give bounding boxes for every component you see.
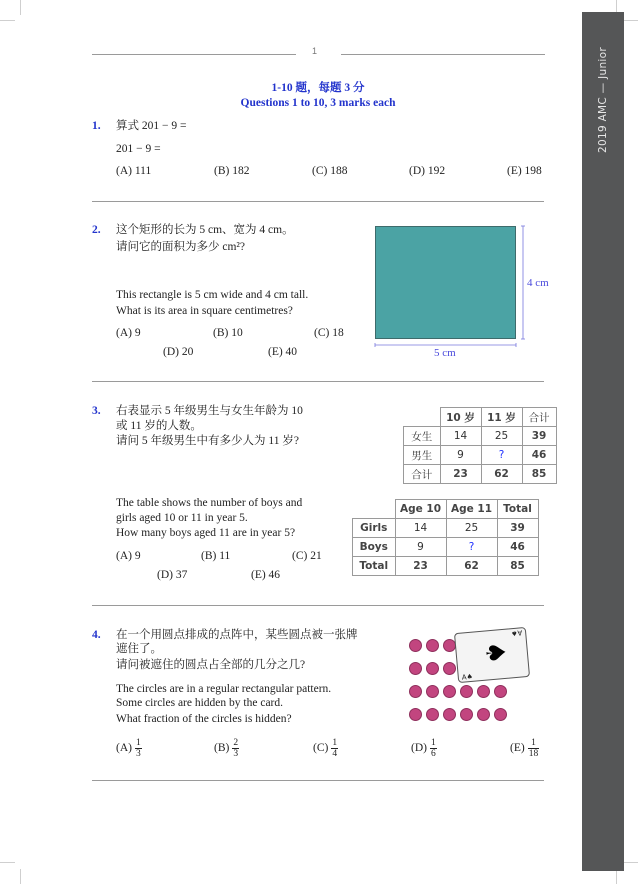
question-text-en-line2: What is its area in square centimetres? <box>116 305 293 317</box>
denominator: 6 <box>430 749 436 759</box>
dot <box>460 685 473 698</box>
dot <box>494 708 507 721</box>
table-cell: 23 <box>395 557 446 576</box>
crop-mark <box>0 862 15 863</box>
crop-mark <box>623 862 638 863</box>
row-label: 合计 <box>404 465 441 484</box>
dot <box>426 662 439 675</box>
table-cell: 46 <box>497 538 538 557</box>
crop-mark <box>20 869 21 884</box>
question-text-zh-line1: 右表显示 5 年级男生与女生年龄为 10 <box>116 405 303 417</box>
table-cell: 46 <box>522 446 556 465</box>
crop-mark <box>0 20 15 21</box>
option-c[interactable]: (C) 21 <box>292 550 322 562</box>
question-text-zh-line2: 或 11 岁的人数。 <box>116 420 202 432</box>
option-b[interactable]: (B) 11 <box>201 550 231 562</box>
table-cell: 14 <box>440 427 481 446</box>
option-a[interactable]: (A) 111 <box>116 165 152 177</box>
row-label: Boys <box>353 538 396 557</box>
question-text-en-line2: Some circles are hidden by the card. <box>116 697 284 709</box>
table-header: 11 岁 <box>481 408 522 427</box>
dot <box>443 685 456 698</box>
dot <box>443 708 456 721</box>
question-number: 3. <box>92 405 101 417</box>
sidebar-label: 2019 AMC — Junior <box>597 47 609 153</box>
separator <box>92 381 544 382</box>
table-header: Age 11 <box>446 500 497 519</box>
row-label: Total <box>353 557 396 576</box>
question-text-zh-line3: 请问被遮住的圆点占全部的几分之几? <box>116 659 306 671</box>
option-a[interactable] <box>116 738 142 759</box>
separator <box>92 201 544 202</box>
unknown-cell: ? <box>481 446 522 465</box>
fraction <box>331 738 338 759</box>
table-cell: 39 <box>497 519 538 538</box>
dot <box>409 708 422 721</box>
option-d[interactable] <box>411 738 437 759</box>
table-header: 10 岁 <box>440 408 481 427</box>
option-b[interactable]: (B) 10 <box>213 327 243 339</box>
option-label: (D) <box>411 742 427 755</box>
table-cell: 25 <box>446 519 497 538</box>
header-rule-left <box>92 54 296 55</box>
question-number: 2. <box>92 224 101 236</box>
option-label: (E) <box>510 742 525 755</box>
numerator: 1 <box>332 738 338 748</box>
question-text-en-line1: The circles are in a regular rectangular pattern. <box>116 683 332 695</box>
dimension-arrows <box>370 222 530 350</box>
spade-icon: ♠ <box>478 639 511 666</box>
question-text-en-line2: girls aged 10 or 11 in year 5. <box>116 512 248 524</box>
question-text-en-line1: This rectangle is 5 cm wide and 4 cm tall. <box>116 289 309 301</box>
fraction <box>430 738 437 759</box>
dot <box>460 708 473 721</box>
question-text-zh-line2: 遮住了。 <box>116 643 162 655</box>
option-b[interactable]: (B) 182 <box>214 165 250 177</box>
option-d[interactable]: (D) 37 <box>157 569 188 581</box>
table-header: Age 10 <box>395 500 446 519</box>
option-d[interactable]: (D) 20 <box>163 346 194 358</box>
option-c[interactable] <box>313 738 338 759</box>
section-title-zh: 1-10 题，每题 3 分 <box>271 82 365 94</box>
dot <box>426 685 439 698</box>
row-label: 女生 <box>404 427 441 446</box>
card-corner-top: A♠ <box>510 628 523 638</box>
option-label: (A) <box>116 742 132 755</box>
crop-mark <box>623 20 638 21</box>
row-label: 男生 <box>404 446 441 465</box>
row-label: Girls <box>353 519 396 538</box>
table-corner <box>404 408 441 427</box>
dot <box>477 685 490 698</box>
table-cell: 62 <box>481 465 522 484</box>
table-cell: 62 <box>446 557 497 576</box>
question-text-en: 201 − 9 = <box>116 143 161 155</box>
question-text-en-line3: How many boys aged 11 are in year 5? <box>116 527 296 539</box>
crop-mark <box>616 869 617 884</box>
table-cell: 23 <box>440 465 481 484</box>
question-text-zh-line3: 请问 5 年级男生中有多少人为 11 岁? <box>116 435 299 447</box>
question-number: 4. <box>92 629 101 641</box>
table-corner <box>353 500 396 519</box>
table-cell: 85 <box>522 465 556 484</box>
width-label: 5 cm <box>434 347 456 359</box>
question-text-en-line1: The table shows the number of boys and <box>116 497 303 509</box>
option-e[interactable]: (E) 40 <box>268 346 298 358</box>
option-label: (B) <box>214 742 230 755</box>
question-text-zh-line1: 这个矩形的长为 5 cm、宽为 4 cm。 <box>116 224 294 236</box>
page-number: 1 <box>312 46 318 56</box>
denominator: 4 <box>332 749 338 759</box>
header-rule-right <box>341 54 545 55</box>
table-header: Total <box>497 500 538 519</box>
table-cell: 9 <box>395 538 446 557</box>
denominator: 3 <box>233 749 239 759</box>
option-c[interactable]: (C) 18 <box>314 327 344 339</box>
data-table-en <box>352 499 539 576</box>
question-text-en-line3: What fraction of the circles is hidden? <box>116 713 292 725</box>
option-label: (C) <box>313 742 329 755</box>
unknown-cell: ? <box>446 538 497 557</box>
dot <box>494 685 507 698</box>
separator <box>92 605 544 606</box>
table-header: 合计 <box>522 408 556 427</box>
option-e[interactable]: (E) 46 <box>251 569 281 581</box>
numerator: 1 <box>528 738 540 749</box>
numerator: 1 <box>430 738 436 748</box>
question-text-zh-line2: 请问它的面积为多少 cm²? <box>116 241 245 253</box>
option-b[interactable] <box>214 738 239 759</box>
table-cell: 9 <box>440 446 481 465</box>
fraction <box>528 738 540 759</box>
option-e[interactable]: (E) 198 <box>507 165 542 177</box>
option-e[interactable] <box>510 738 539 759</box>
crop-mark <box>20 0 21 15</box>
table-cell: 39 <box>522 427 556 446</box>
question-text-zh: 算式 201 − 9 = <box>116 120 187 132</box>
data-table-zh <box>403 407 557 484</box>
option-a[interactable]: (A) 9 <box>116 550 141 562</box>
fraction <box>232 738 239 759</box>
option-a[interactable]: (A) 9 <box>116 327 141 339</box>
denominator: 18 <box>528 749 539 759</box>
dot <box>443 662 456 675</box>
dot <box>426 639 439 652</box>
numerator: 2 <box>233 738 239 748</box>
option-d[interactable]: (D) 192 <box>409 165 446 177</box>
section-title-en: Questions 1 to 10, 3 marks each <box>240 97 396 109</box>
separator <box>92 780 544 781</box>
table-cell: 14 <box>395 519 446 538</box>
denominator: 3 <box>135 749 141 759</box>
dot <box>477 708 490 721</box>
height-label: 4 cm <box>527 277 549 289</box>
table-cell: 85 <box>497 557 538 576</box>
dot <box>409 685 422 698</box>
question-number: 1. <box>92 120 101 132</box>
question-text-zh-line1: 在一个用圆点排成的点阵中，某些圆点被一张牌 <box>116 629 358 641</box>
dot <box>409 662 422 675</box>
numerator: 1 <box>135 738 141 748</box>
fraction <box>135 738 142 759</box>
playing-card <box>454 627 530 683</box>
dot <box>426 708 439 721</box>
option-c[interactable]: (C) 188 <box>312 165 348 177</box>
table-cell: 25 <box>481 427 522 446</box>
dot <box>409 639 422 652</box>
card-corner-bottom: A♠ <box>461 672 474 682</box>
